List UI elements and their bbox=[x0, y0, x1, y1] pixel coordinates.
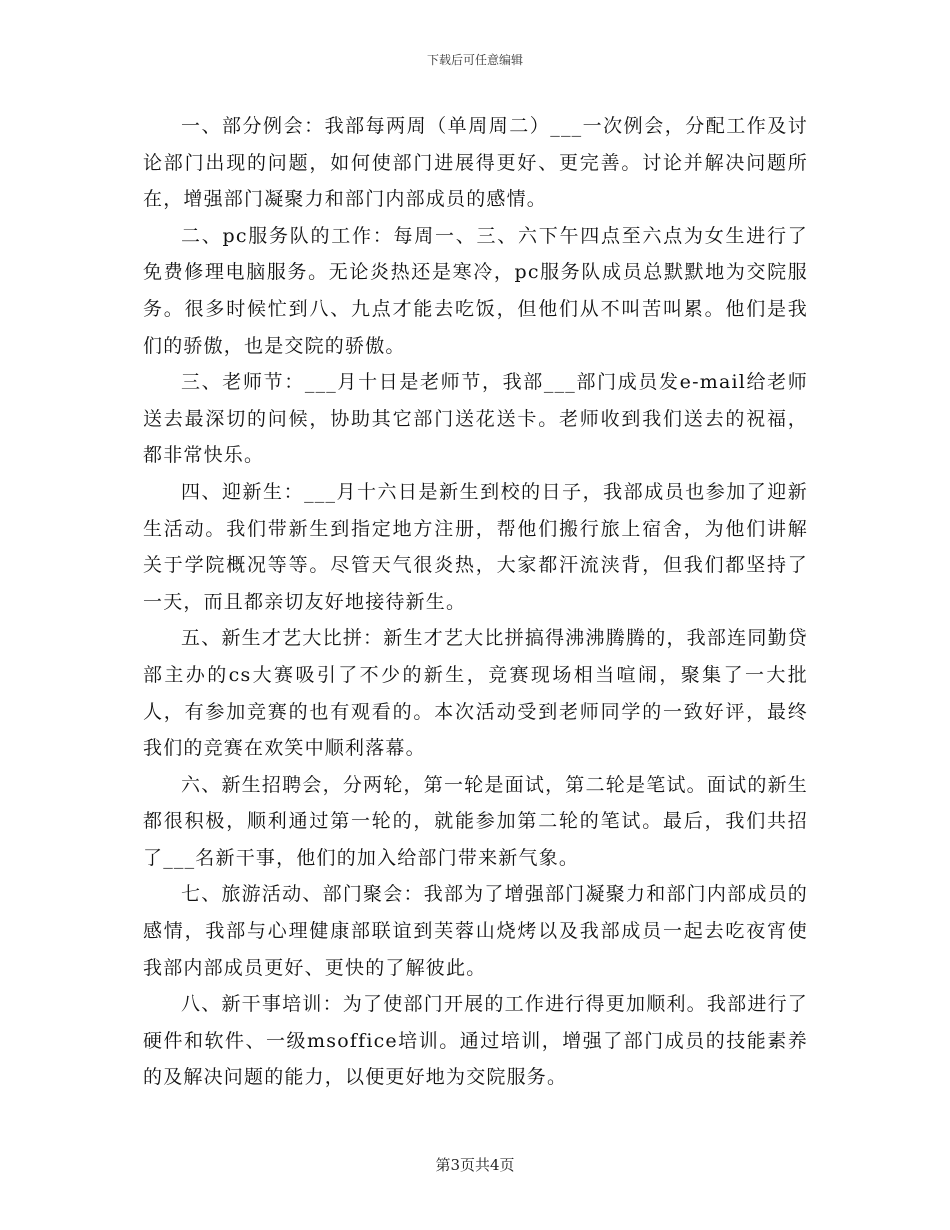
paragraph-welcome-freshmen: 四、迎新生：___月十六日是新生到校的日子，我部成员也参加了迎新生活动。我们带新生到指定地方注册，帮他们搬行旅上宿舍，为他们讲解关于学院概况等等。尽管天气很炎热，大家都汗流浃背，但我们都坚持了一天，而且都亲切友好地接待新生。 bbox=[143, 480, 808, 613]
paragraph-training: 八、新干事培训：为了使部门开展的工作进行得更加顺利。我部进行了硬件和软件、一级msoffice培训。通过培训，增强了部门成员的技能素养的及解决问题的能力，以便更好地为交院服务。 bbox=[143, 993, 808, 1089]
paragraph-meeting: 一、部分例会：我部每两周（单周周二）___一次例会，分配工作及讨论部门出现的问题，如何使部门进展得更好、更完善。讨论并解决问题所在，增强部门凝聚力和部门内部成员的感情。 bbox=[143, 115, 808, 211]
paragraph-outing: 七、旅游活动、部门聚会：我部为了增强部门凝聚力和部门内部成员的感情，我部与心理健康部联谊到芙蓉山烧烤以及我部成员一起去吃夜宵使我部内部成员更好、更快的了解彼此。 bbox=[143, 883, 808, 979]
page-number: 第3页共4页 bbox=[435, 1156, 515, 1174]
page-header: 下载后可任意编辑 bbox=[426, 53, 523, 67]
paragraph-teachers-day: 三、老师节：___月十日是老师节，我部___部门成员发e-mail给老师送去最深切的问候，协助其它部门送花送卡。老师收到我们送去的祝福，都非常快乐。 bbox=[143, 371, 808, 467]
paragraph-recruitment: 六、新生招聘会，分两轮，第一轮是面试，第二轮是笔试。面试的新生都很积极，顺利通过第一轮的，就能参加第二轮的笔试。最后，我们共招了___名新干事，他们的加入给部门带来新气象。 bbox=[143, 773, 808, 869]
paragraph-talent-contest: 五、新生才艺大比拼：新生才艺大比拼搞得沸沸腾腾的，我部连同勤贷部主办的cs大赛吸引了不少的新生，竞赛现场相当喧闹，聚集了一大批人，有参加竞赛的也有观看的。本次活动受到老师同学的一致好评，最终我们的竞赛在欢笑中顺利落幕。 bbox=[143, 627, 808, 760]
paragraph-pc-service: 二、pc服务队的工作：每周一、三、六下午四点至六点为女生进行了免费修理电脑服务。无论炎热还是寒冷，pc服务队成员总默默地为交院服务。很多时候忙到八、九点才能去吃饭，但他们从不叫苦叫累。他们是我们的骄傲，也是交院的骄傲。 bbox=[143, 224, 808, 357]
document-body bbox=[143, 108, 808, 1096]
